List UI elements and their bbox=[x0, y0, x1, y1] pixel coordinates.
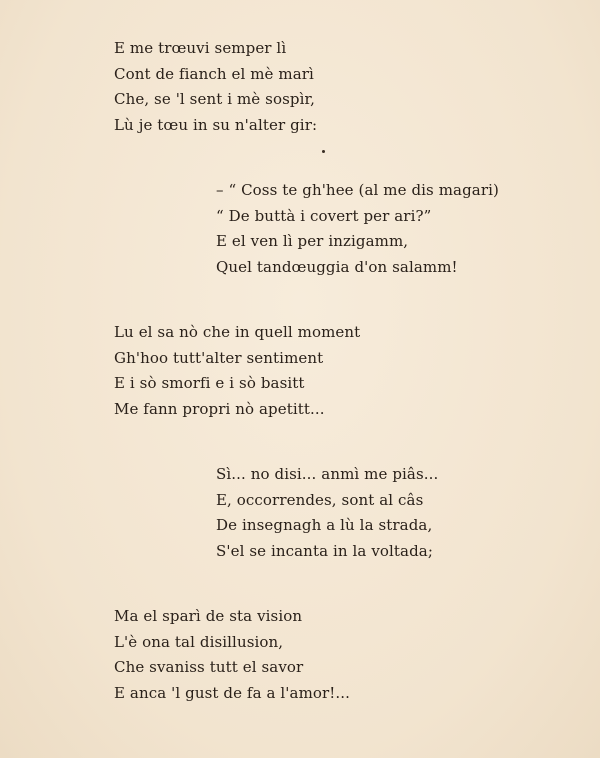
poem-line: De insegnagh a lù la strada, bbox=[216, 516, 433, 535]
stray-dot-mark bbox=[322, 150, 325, 153]
poem-line: Ma el sparì de sta vision bbox=[114, 607, 303, 625]
poem-line: E i sò smorfi e i sò basitt bbox=[114, 374, 305, 393]
poem-line: Quel tandœuggia d'on salamm! bbox=[216, 257, 458, 276]
poem-line: L'è ona tal disillusion, bbox=[114, 632, 284, 651]
stanza-5 bbox=[114, 604, 350, 706]
poem-line: “ De buttà i covert per ari?” bbox=[216, 206, 432, 225]
stanza-1 bbox=[114, 36, 317, 138]
stanza-3 bbox=[114, 320, 360, 422]
poem-line: Gh'hoo tutt'alter sentiment bbox=[114, 348, 324, 367]
poem-line: Che svaniss tutt el savor bbox=[114, 658, 304, 677]
stanza-2 bbox=[216, 178, 499, 280]
poem-line: Sì... no disi... anmì me piâs... bbox=[216, 465, 439, 483]
poem-line: E, occorrendes, sont al câs bbox=[216, 490, 424, 509]
poem-line: Lù je tœu in su n'alter gir: bbox=[114, 115, 318, 134]
poem-line: Me fann propri nò apetitt... bbox=[114, 399, 325, 418]
poem-line: S'el se incanta in la voltada; bbox=[216, 541, 433, 560]
stanza-4 bbox=[216, 462, 438, 564]
poem-line: E me trœuvi semper lì bbox=[114, 39, 287, 57]
poem-line: Che, se 'l sent i mè sospìr, bbox=[114, 90, 315, 109]
poem-line: Lu el sa nò che in quell moment bbox=[114, 323, 361, 341]
poem-line: – “ Coss te gh'hee (al me dis magari) bbox=[216, 181, 499, 199]
poem-line: E el ven lì per inzigamm, bbox=[216, 232, 409, 251]
poem-line: Cont de fianch el mè marì bbox=[114, 64, 314, 83]
poem-line: E anca 'l gust de fa a l'amor!... bbox=[114, 683, 351, 702]
